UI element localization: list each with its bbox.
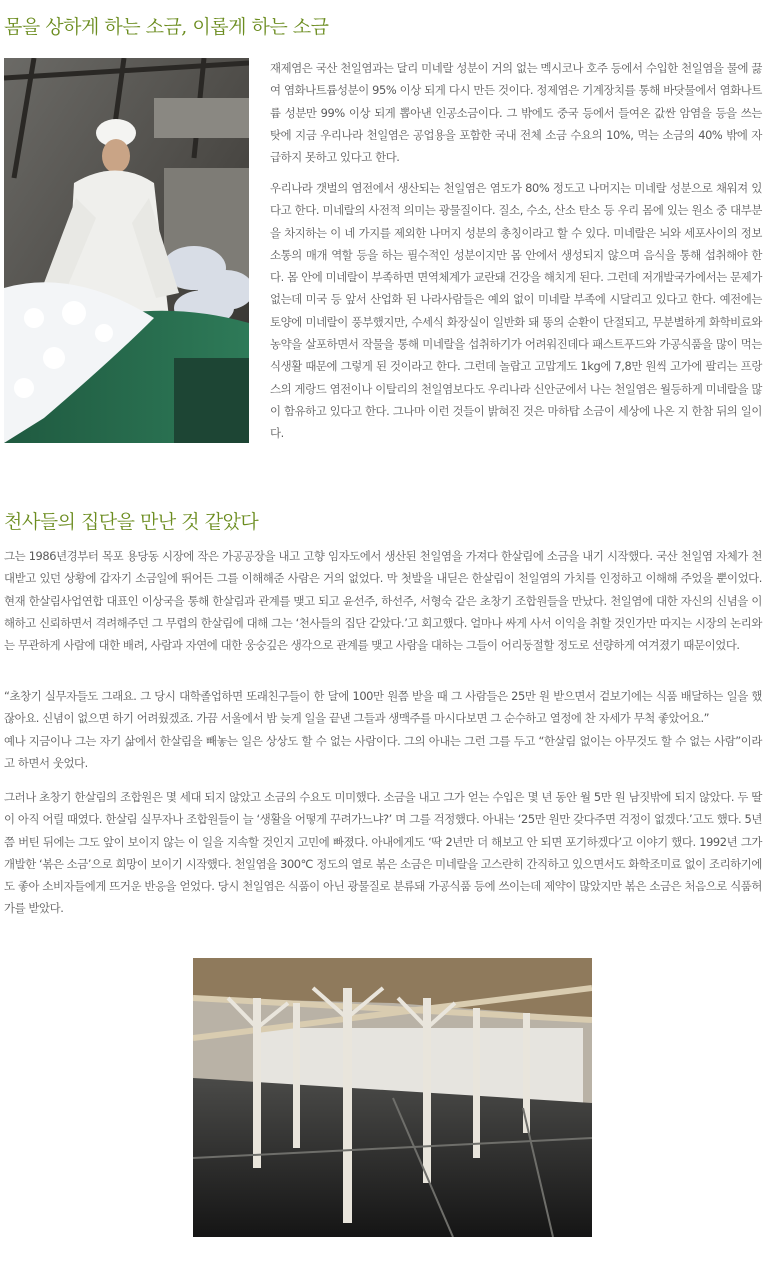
section1-paragraph-1: 재제염은 국산 천일염과는 달리 미네랄 성분이 거의 없는 멕시코나 호주 등에서 수입한 천일염을 물에 끓여 염화나트륨성분이 95% 이상 되게 다시 만든 것이다. 정제염은 기계장치를 통해 바닷물에서 염화나트륨 성분만 99% 이상 되게 뽑아낸 인공소금이다. 그 밖에도 중국 등에서 들여온 값싼 암염을 등을 쓰는 탓에 지금 우리나라 천일염은 공업용을 포함한 국내 전체 소금 수요의 10%, 먹는 소금의 40% 밖에 자급하지 못하고 있다고 한다.: [270, 61, 762, 165]
section1-paragraph-2: 우리나라 갯벌의 염전에서 생산되는 천일염은 염도가 80% 정도고 나머지는 미네랄 성분으로 채워져 있다고 한다. 미네랄의 사전적 의미는 광물질이다. 질소, 수소, 산소 탄소 등 우리 몸에 있는 원소 중 대부분을 차지하는 이 네 가지를 제외한 나머지 성분의 총칭이라고 할 수 있다. 미네랄은 뇌와 세포사이의 정보소통의 매개 역할 등을 하는 필수적인 성분이지만 몸 안에서 생성되지 않으며 음식을 통해 섭취해야 한다. 몸 안에 미네랄이 부족하면 면역체계가 교란돼 건강을 해치게 된다. 그런데 저개발국가에서는 문제가 없는데 미국 등 앞서 산업화 된 나라사람들은 예외 없이 미네랄 부족에 시달리고 있다고 한다. 예전에는 토양에 미네랄이 풍부했지만, 수세식 화장실이 일반화 돼 똥의 순환이 단절되고, 무분별하게 화학비료와 농약을 살포하면서 작물을 통해 미네랄을 섭취하기가 어려워진데다 패스트푸드와 가공식품을 많이 먹는 식생활 때문에 그렇게 된 것이라고 한다. 그런데 놀랍고 고맙게도 1kg에 7,8만 원씩 고가에 팔리는 프랑스의 게랑드 염전이나 이탈리의 천일염보다도 우리나라 신안군에서 나는 천일염은 월등하게 미네랄을 많이 함유하고 있다고 한다. 그나마 이런 것들이 밝혀진 것은 마하탑 소금이 세상에 나온 지 한참 뒤의 일이다.: [270, 181, 762, 441]
salt-storage-shed-photo: [193, 958, 592, 1237]
section2-paragraph-3: 그러나 초창기 한살림의 조합원은 몇 세대 되지 않았고 소금의 수요도 미미했다. 소금을 내고 그가 얻는 수입은 몇 년 동안 월 5만 원 남짓밖에 되지 않았다. 두 딸이 아직 어릴 때였다. 한살림 실무자나 조합원들이 늘 ‘생활을 어떻게 꾸려가느냐?’ 며 그를 걱정했다. 아내는 ‘25만 원만 갖다주면 걱정이 없겠다.’고도 했다. 5년 쯤 버틴 뒤에는 그도 앞이 보이지 않는 이 일을 지속할 것인지 고민에 빠졌다. 아내에게도 ‘딱 2년만 더 해보고 안 되면 포기하겠다’고 이야기 했다. 1992년 그가 개발한 ‘볶은 소금’으로 희망이 보이기 시작했다. 천일염을 300℃ 정도의 열로 볶은 소금은 미네랄을 고스란히 간직하고 있으면서도 화학조미료 없이 조리하기에도 좋아 소비자들에게 뜨거운 반응을 얻었다. 당시 천일염은 식품이 아닌 광물질로 분류돼 가공식품 등에 쓰이는데 제약이 많았지만 볶은 소금은 처음으로 식품허가를 받았다.: [4, 790, 762, 916]
section2-paragraph-2: “초창기 실무자들도 그래요. 그 당시 대학졸업하면 또래친구들이 한 달에 100만 원쯤 받을 때 그 사람들은 25만 원 받으면서 겉보기에는 식품 배달하는 일을 했잖아요. 신념이 없으면 하기 어려웠겠죠. 가끔 서울에서 밤 늦게 일을 끝낸 그들과 생맥주를 마시다보면 그 순수하고 열정에 찬 자세가 무척 좋았어요.” 예나 지금이나 그는 자기 삶에서 한살림을 빼놓는 일은 상상도 할 수 없는 사람이다. 그의 아내는 그런 그를 두고 “한살림 없이는 아무것도 할 수 없는 사람”이라고 하면서 웃었다.: [4, 689, 762, 770]
section-heading-salt: 몸을 상하게 하는 소금, 이롭게 하는 소금: [4, 16, 329, 38]
section-heading-angels: 천사들의 집단을 만난 것 같았다: [4, 511, 259, 533]
salt-worker-photo: [4, 58, 249, 443]
section2-paragraph-1: 그는 1986년경부터 목포 용당동 시장에 작은 가공공장을 내고 고향 임자도에서 생산된 천일염을 가져다 한살림에 소금을 내기 시작했다. 국산 천일염 자체가 천대받고 있던 상황에 갑자기 소금일에 뛰어든 그를 이해해준 사람은 거의 없었다. 막 첫발을 내딛은 한살림이 천일염의 가치를 인정하고 이해해 주었을 뿐이었다. 현재 한살림사업연합 대표인 이상국을 통해 한살림과 관계를 맺고 되고 윤선주, 하선주, 서형숙 같은 초창기 조합원들을 만났다. 천일염에 대한 자신의 신념을 이해하고 신뢰하면서 격려해주던 그 무렵의 한살림에 대해 그는 ‘천사들의 집단 같았다.’고 회고했다. 얼마나 싸게 사서 이익을 취할 것인가만 따지는 시장의 논리와는 무관하게 사람에 대한 배려, 사람과 자연에 대한 웅숭깊은 생각으로 관계를 맺고 사람을 대하는 그들이 어리둥절할 정도로 선량하게 여겨졌기 때문이었다.: [4, 549, 762, 653]
